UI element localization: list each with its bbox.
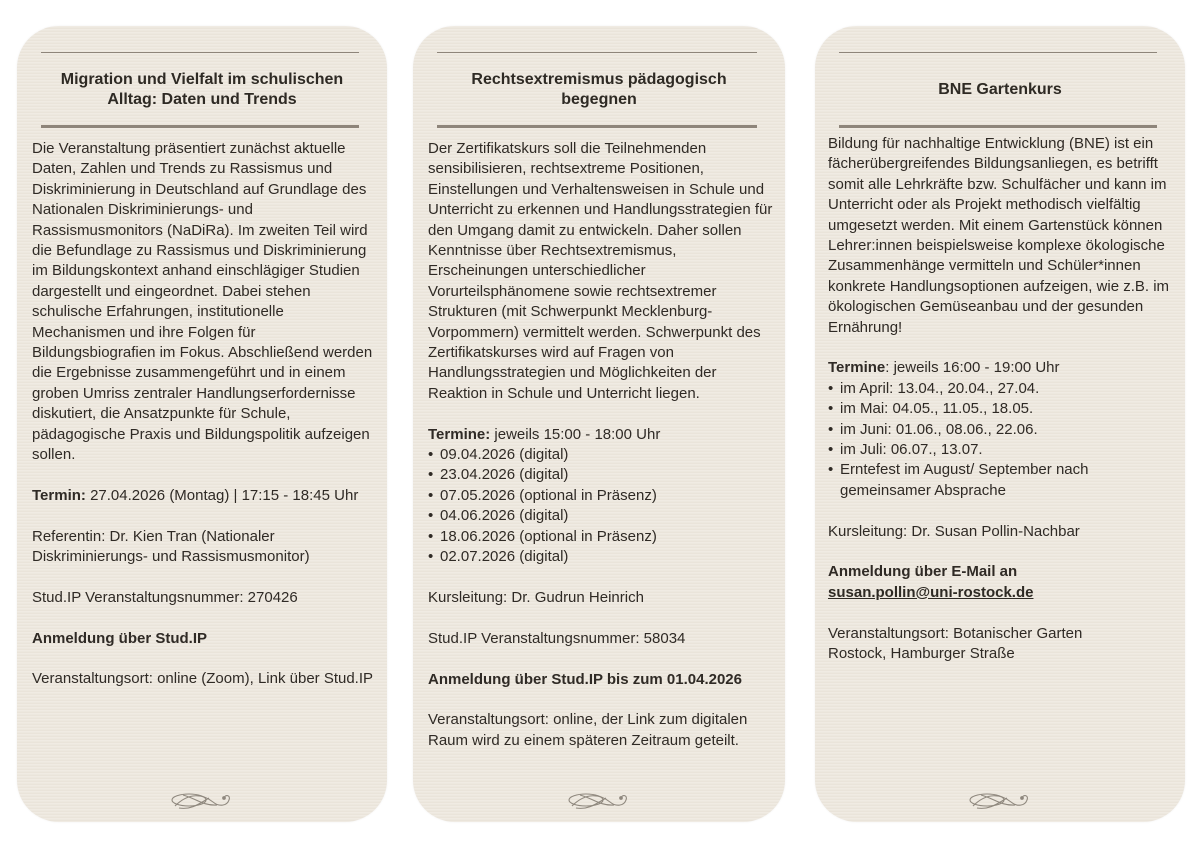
description: Die Veranstaltung präsentiert zunächst aktuelle Daten, Zahlen und Trends zu Rassismus und Diskriminierung in Deutschland auf Grundlage des Nationalen Diskriminierungs- und Rassismusmonitors (NaDiRa). Im zweiten Teil wird die Befundlage zu Rassismus und Diskriminierung im Bildungskontext anhand einschlägiger Studien dargestellt und eingeordnet. Dabei stehen schulische Erfahrungen, institutionelle Mechanismen und ihre Folgen für Bildungsbiografien im Fokus. Abschließend werden die Ergebnisse zusammengeführt und in einem groben Umriss zentraler Handlungserfordernisse diskutiert, die Ansatzpunkte für Schule, pädagogische Praxis und Bildungspolitik aufzeigen sollen. — [32, 140, 373, 464]
termine-label: Termine — [828, 359, 886, 377]
card-body — [428, 139, 775, 772]
date-item: • 23.04.2026 (digital) — [428, 465, 775, 485]
date-item: • 07.05.2026 (optional in Präsenz) — [428, 486, 775, 506]
title-divider-bottom — [41, 125, 359, 128]
title-divider-bottom — [437, 125, 757, 128]
date-item: • im Juni: 01.06., 08.06., 22.06. — [828, 420, 1175, 440]
veranstaltungsort: Veranstaltungsort: online, der Link zum digitalen Raum wird zu einem späteren Zeitraum geteilt. — [428, 711, 748, 749]
title-divider-top — [41, 52, 359, 53]
card-title: Rechtsextremismus pädagogisch begegnen — [471, 71, 727, 108]
card-body — [32, 139, 377, 710]
anmeldung: Anmeldung über Stud.IP bis zum 01.04.2026 — [428, 670, 742, 688]
referentin: Referentin: Dr. Kien Tran (Nationaler Diskriminierungs- und Rassismusmonitor) — [32, 527, 310, 566]
veranstaltungsnummer: Stud.IP Veranstaltungsnummer: 58034 — [428, 629, 686, 647]
title-divider-top — [839, 52, 1157, 53]
veranstaltungsort: Veranstaltungsort: Botanischer Garten Rostock, Hamburger Straße — [828, 624, 1083, 663]
termine-label: Termine: — [428, 425, 491, 443]
date-item: • im April: 13.04., 20.04., 27.04. — [828, 379, 1175, 399]
description: Der Zertifikatskurs soll die Teilnehmenden sensibilisieren, rechtsextreme Positionen, Einstellungen und Verhaltensweisen in Schule und Unterricht zu erkennen und Handlungsstrategien für den Umgang damit zu entwickeln. Daher sollen Kenntnisse über Rechtsextremismus, Erscheinungen unterschiedlicher Vorurteilsphänomene sowie rechtsextremer Strukturen (mit Schwerpunkt Mecklenburg-Vorpommern) vermittelt werden. Schwerpunkt des Zertifikatskurses wird auf Fragen von Handlungsstrategien und Möglichkeiten der Reaktion in Schule und Unterricht liegen. — [428, 140, 773, 402]
date-item: • im Juli: 06.07., 13.07. — [828, 440, 1175, 460]
anmeldung-block — [828, 562, 1175, 603]
anmeldung: Anmeldung über Stud.IP — [32, 629, 207, 647]
termin-value: 27.04.2026 (Montag) | 17:15 - 18:45 Uhr — [85, 486, 359, 504]
description: Bildung für nachhaltige Entwicklung (BNE) ist ein fächerübergreifendes Bildungsanliegen, es betrifft somit alle Lehrkräfte bzw. Schulfächer und kann im Unterricht oder als Projekt methodisch vielfältig umgesetzt werden. Mit einem Gartenstück können Lehrer:innen beispielsweise komplexe ökologische Zusammenhänge vermitteln und Schüler*innen konkrete Handlungsoptionen aufzeigen, wie z.B. im ökologischen Gemüseanbau und der gesunden Ernährung! — [828, 135, 1170, 336]
date-item: • 04.06.2026 (digital) — [428, 506, 775, 526]
flourish-ornament-icon — [566, 790, 632, 812]
date-item: • 18.06.2026 (optional in Präsenz) — [428, 527, 775, 547]
flourish-ornament-icon — [967, 790, 1033, 812]
kursleitung: Kursleitung: Dr. Susan Pollin-Nachbar — [828, 522, 1080, 540]
date-item: • 09.04.2026 (digital) — [428, 445, 775, 465]
termin — [32, 486, 377, 506]
termine-value: jeweils 15:00 - 18:00 Uhr — [490, 425, 661, 443]
kursleitung: Kursleitung: Dr. Gudrun Heinrich — [428, 588, 644, 606]
email-link[interactable]: susan.pollin@uni-rostock.de — [828, 583, 1034, 601]
card-title: BNE Gartenkurs — [938, 81, 1062, 98]
flourish-ornament-icon — [169, 790, 235, 812]
date-item: • 02.07.2026 (digital) — [428, 547, 775, 567]
title-divider-top — [437, 52, 757, 53]
anmeldung: Anmeldung über E-Mail an — [828, 563, 1018, 581]
termine — [428, 425, 775, 445]
card-body — [828, 134, 1175, 685]
veranstaltungsort: Veranstaltungsort: online (Zoom), Link über Stud.IP — [32, 670, 374, 688]
event-card-migration — [17, 26, 387, 822]
date-list — [828, 379, 1175, 501]
date-item: • Erntefest im August/ September nach gemeinsamer Absprache — [828, 460, 1175, 501]
card-title: Migration und Vielfalt im schulischen Alltag: Daten und Trends — [60, 71, 344, 108]
termine — [828, 358, 1175, 378]
event-card-bne-gartenkurs — [815, 26, 1185, 822]
termine-value: : jeweils 16:00 - 19:00 Uhr — [885, 359, 1060, 377]
date-item: • im Mai: 04.05., 11.05., 18.05. — [828, 399, 1175, 419]
title-divider-bottom — [839, 125, 1157, 128]
termin-label: Termin: — [32, 486, 86, 504]
event-card-rechtsextremismus — [413, 26, 785, 822]
date-list — [428, 445, 775, 567]
veranstaltungsnummer: Stud.IP Veranstaltungsnummer: 270426 — [32, 588, 298, 606]
